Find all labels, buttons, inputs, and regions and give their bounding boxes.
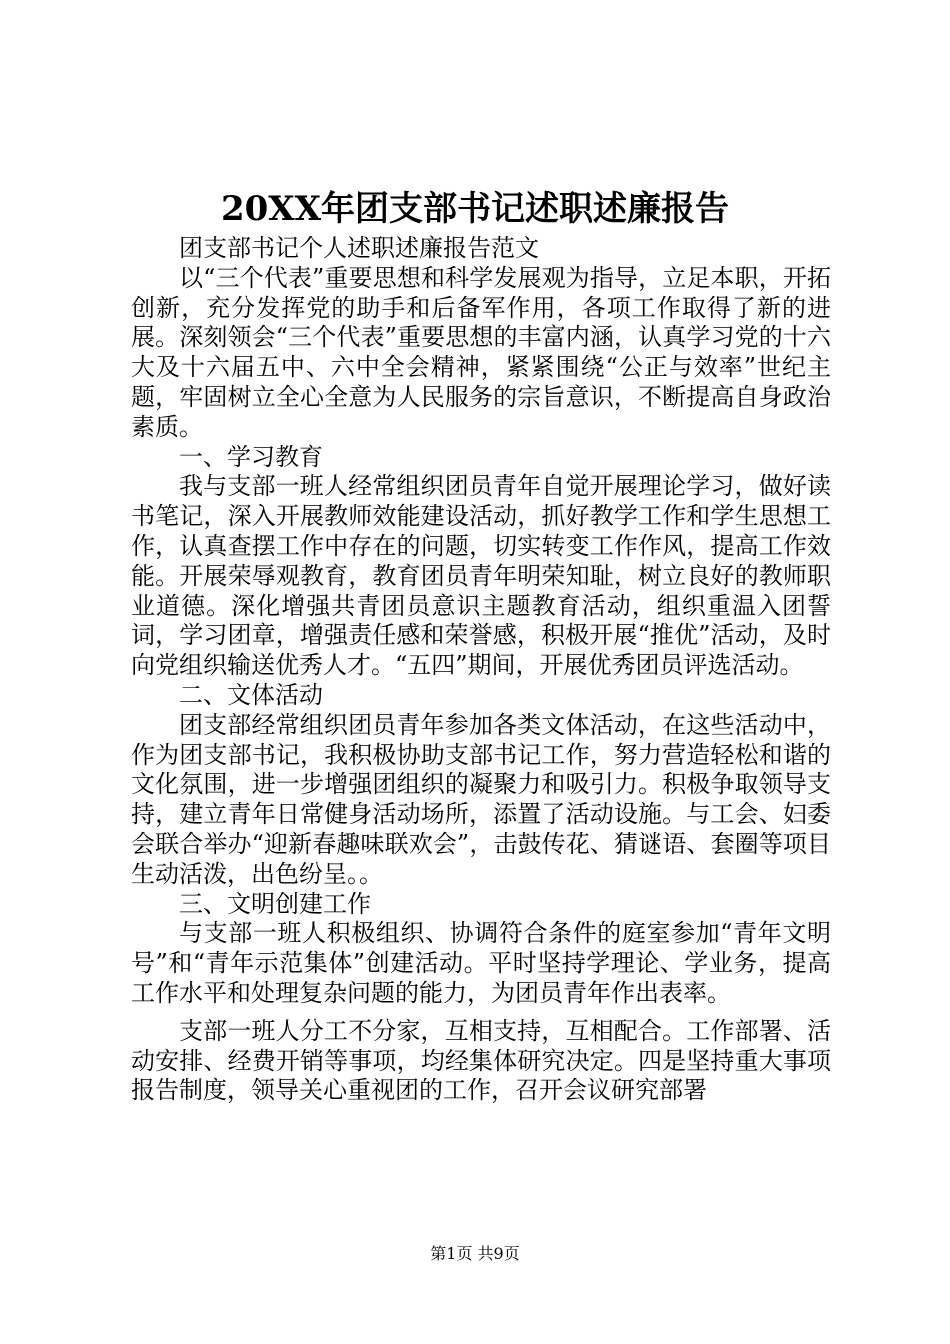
civilization-paragraph: 与支部一班人积极组织、协调符合条件的庭室参加“青年文明号”和“青年示范集体”创建活动。平时坚持学理论、学业务，提高工作水平和处理复杂问题的能力，为团员青年作出表率。 [131, 919, 831, 1007]
document-title: 20XX年团支部书记述职述廉报告 [220, 189, 730, 229]
page-number-footer: 第1页 共9页 [430, 1244, 520, 1263]
section-heading-culture: 二、文体活动 [179, 680, 323, 709]
section-heading-civilization: 三、文明创建工作 [179, 889, 371, 918]
study-paragraph: 我与支部一班人经常组织团员青年自觉开展理论学习，做好读书笔记，深入开展教师效能建设活动，抓好教学工作和学生思想工作，认真查摆工作中存在的问题，切实转变工作作风，提高工作效能。开展荣辱观教育，教育团员青年明荣知耻，树立良好的教师职业道德。深化增强共青团员意识主题教育活动，组织重温入团誓词，学习团章，增强责任感和荣誉感，积极开展“推优”活动，及时向党组织输送优秀人才。“五四”期间，开展优秀团员评选活动。 [131, 472, 831, 680]
section-heading-study: 一、学习教育 [179, 442, 323, 471]
cooperation-paragraph: 支部一班人分工不分家，互相支持，互相配合。工作部署、活动安排、经费开销等事项，均经集体研究决定。四是坚持重大事项报告制度，领导关心重视团的工作，召开会议研究部署 [131, 1016, 831, 1105]
culture-paragraph: 团支部经常组织团员青年参加各类文体活动，在这些活动中，作为团支部书记，我积极协助支部书记工作，努力营造轻松和谐的文化氛围，进一步增强团组织的凝聚力和吸引力。积极争取领导支持，建立青年日常健身活动场所，添置了活动设施。与工会、妇委会联合举办“迎新春趣味联欢会”，击鼓传花、猜谜语、套圈等项目生动活泼，出色纷呈。。 [131, 710, 831, 888]
document-body [131, 234, 831, 1106]
intro-paragraph: 以“三个代表”重要思想和科学发展观为指导，立足本职，开拓创新，充分发挥党的助手和后备军作用，各项工作取得了新的进展。深刻领会“三个代表”重要思想的丰富内涵，认真学习党的十六大及十六届五中、六中全会精神，紧紧围绕“公正与效率”世纪主题，牢固树立全心全意为人民服务的宗旨意识，不断提高自身政治素质。 [131, 263, 831, 441]
subtitle-paragraph: 团支部书记个人述职述廉报告范文 [179, 234, 539, 262]
